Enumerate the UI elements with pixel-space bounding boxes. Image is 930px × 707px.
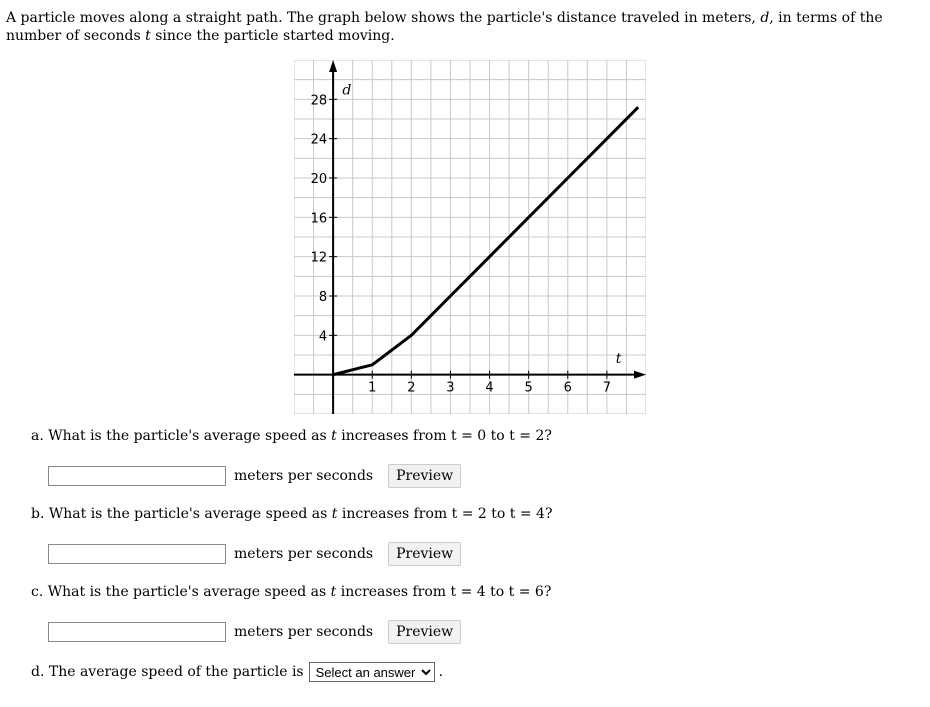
y-tick-label: 16 bbox=[310, 211, 328, 227]
period: . bbox=[438, 664, 444, 680]
math-from: t = 0 bbox=[451, 428, 487, 444]
math-to: t = 2 bbox=[509, 428, 545, 444]
question-text: increases from bbox=[337, 506, 452, 522]
y-axis-label: d bbox=[342, 82, 352, 99]
x-axis-arrow bbox=[634, 371, 646, 379]
math-to: t = 4 bbox=[509, 506, 545, 522]
question-b bbox=[31, 506, 552, 522]
var-t: t bbox=[331, 428, 337, 444]
question-text: to bbox=[486, 506, 510, 522]
y-tick-label: 12 bbox=[310, 250, 328, 266]
var-t: t bbox=[331, 506, 338, 522]
answer-input-b[interactable] bbox=[48, 544, 226, 564]
intro-text: , in terms of the number of seconds bbox=[6, 10, 883, 44]
question-text: d. The average speed of the particle is bbox=[31, 664, 304, 680]
question-text: ? bbox=[544, 428, 552, 444]
x-tick-label: 6 bbox=[563, 380, 572, 396]
intro-text: A particle moves along a straight path. The graph below shows the particle's distance traveled in meters, bbox=[6, 10, 761, 26]
question-text: increases from bbox=[336, 428, 452, 444]
x-axis-label: t bbox=[615, 350, 622, 367]
question-a bbox=[31, 428, 552, 444]
y-tick-label: 8 bbox=[318, 290, 328, 305]
x-tick-label: 5 bbox=[524, 380, 533, 396]
y-tick-label: 24 bbox=[310, 132, 328, 148]
answer-row-a bbox=[48, 465, 461, 487]
preview-button-b[interactable]: Preview bbox=[388, 542, 461, 566]
question-text: ? bbox=[543, 584, 552, 600]
question-text: c. What is the particle's average speed as bbox=[31, 584, 331, 600]
distance-time-graph bbox=[294, 60, 646, 414]
question-text: increases from bbox=[336, 584, 451, 600]
y-tick-label: 28 bbox=[310, 93, 328, 109]
answer-row-b bbox=[48, 543, 461, 565]
answer-input-a[interactable] bbox=[48, 466, 226, 486]
answer-row-c bbox=[48, 621, 461, 643]
unit-label: meters per seconds bbox=[234, 468, 374, 484]
x-tick-label: 7 bbox=[602, 380, 612, 396]
y-tick-label: 4 bbox=[318, 329, 328, 345]
y-axis-arrow bbox=[329, 60, 337, 72]
unit-label: meters per seconds bbox=[234, 546, 374, 562]
var-d: d bbox=[760, 10, 770, 26]
preview-button-a[interactable]: Preview bbox=[388, 464, 461, 488]
question-d bbox=[31, 662, 443, 682]
intro-text: since the particle started moving. bbox=[150, 28, 395, 44]
question-text: ? bbox=[544, 506, 553, 522]
y-tick-label: 20 bbox=[310, 172, 328, 187]
x-tick-label: 3 bbox=[446, 380, 455, 396]
problem-statement bbox=[6, 9, 924, 45]
var-t: t bbox=[330, 584, 337, 600]
question-text: to bbox=[486, 428, 510, 444]
question-text: b. What is the particle's average speed as bbox=[31, 506, 332, 522]
x-tick-label: 1 bbox=[368, 380, 377, 396]
math-to: t = 6 bbox=[508, 584, 544, 600]
x-tick-label: 4 bbox=[485, 380, 494, 396]
question-text: to bbox=[485, 584, 509, 600]
answer-select-d[interactable] bbox=[309, 662, 435, 682]
graph-canvas bbox=[294, 60, 646, 414]
math-from: t = 2 bbox=[451, 506, 487, 522]
preview-button-c[interactable]: Preview bbox=[388, 620, 461, 644]
var-t: t bbox=[145, 28, 151, 44]
math-from: t = 4 bbox=[450, 584, 486, 600]
answer-input-c[interactable] bbox=[48, 622, 226, 642]
unit-label: meters per seconds bbox=[234, 624, 374, 640]
question-c bbox=[31, 584, 551, 600]
distance-curve bbox=[333, 107, 638, 374]
question-text: a. What is the particle's average speed as bbox=[31, 428, 332, 444]
x-tick-label: 2 bbox=[407, 380, 416, 396]
